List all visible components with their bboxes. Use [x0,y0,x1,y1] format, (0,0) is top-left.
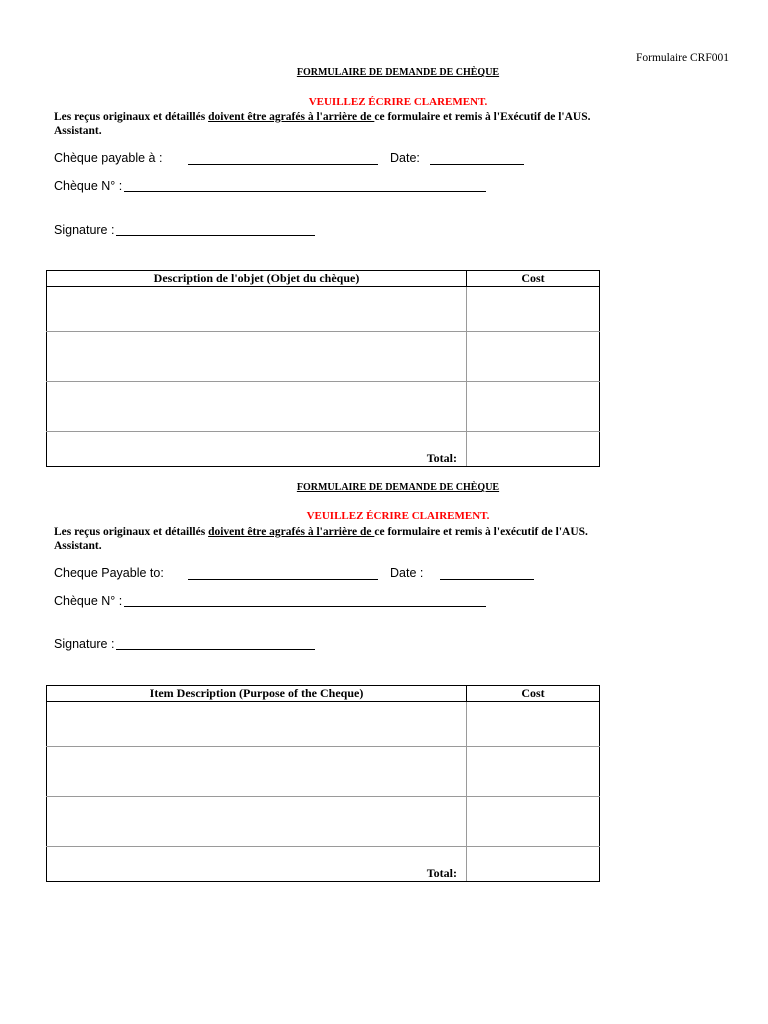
warning-text: VEUILLEZ ÉCRIRE CLAIREMENT. [306,510,490,522]
total-label: Total: [426,451,457,465]
date-field[interactable] [440,579,534,580]
cheque-number-label: Chèque N° : [54,179,123,193]
description-cell[interactable] [47,332,467,382]
total-label-cell [47,847,467,882]
signature-field[interactable] [116,235,315,236]
cost-cell[interactable] [467,702,600,747]
instruction-part: Les reçus originaux et détaillés [54,111,209,123]
form-code: Formulaire CRF001 [636,52,729,64]
total-label: Total: [426,866,457,880]
cost-cell[interactable] [467,747,600,797]
items-table [46,685,600,882]
date-label: Date : [390,566,424,580]
description-cell[interactable] [47,287,467,332]
instruction-text [54,110,614,138]
table-header-description: Item Description (Purpose of the Cheque) [47,686,467,702]
instruction-underlined: doivent être agrafés à l'arrière de [208,111,375,123]
cheque-number-label: Chèque N° : [54,594,123,608]
total-cost-cell[interactable] [467,847,600,882]
signature-field[interactable] [116,649,315,650]
date-field[interactable] [430,164,524,165]
form-title: FORMULAIRE DE DEMANDE DE CHÈQUE [296,482,500,493]
total-label-cell [47,432,467,467]
cost-cell[interactable] [467,382,600,432]
signature-label: Signature : [54,637,115,651]
payable-to-field[interactable] [188,579,378,580]
payable-to-label: Chèque payable à : [54,151,163,165]
table-header-cost: Cost [467,271,600,287]
cost-cell[interactable] [467,287,600,332]
instruction-part: ce formulaire et remis à l'exécutif de l'AUS. Assistant. [54,526,588,552]
cheque-number-field[interactable] [124,191,486,192]
payable-to-label: Cheque Payable to: [54,566,164,580]
cost-cell[interactable] [467,797,600,847]
total-cost-cell[interactable] [467,432,600,467]
cost-cell[interactable] [467,332,600,382]
signature-label: Signature : [54,223,115,237]
form-title: FORMULAIRE DE DEMANDE DE CHÈQUE [296,67,500,78]
warning-text: VEUILLEZ ÉCRIRE CLAREMENT. [308,96,488,108]
instruction-underlined: doivent être agrafés à l'arrière de [208,526,375,538]
description-cell[interactable] [47,382,467,432]
description-cell[interactable] [47,702,467,747]
description-cell[interactable] [47,747,467,797]
instruction-part: ce formulaire et remis à l'Exécutif de l'AUS. Assistant. [54,111,591,137]
table-header-cost: Cost [467,686,600,702]
cheque-number-field[interactable] [124,606,486,607]
instruction-part: Les reçus originaux et détaillés [54,526,209,538]
items-table [46,270,600,467]
payable-to-field[interactable] [188,164,378,165]
description-cell[interactable] [47,797,467,847]
date-label: Date: [390,151,420,165]
instruction-text [54,525,614,553]
table-header-description: Description de l'objet (Objet du chèque) [47,271,467,287]
